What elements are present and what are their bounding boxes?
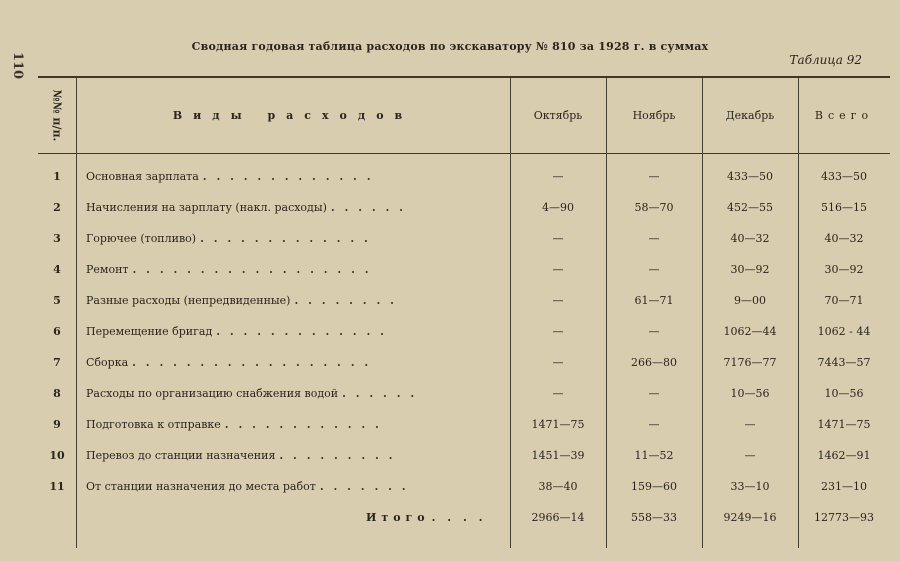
cell-total: 7443—57 (817, 355, 871, 369)
total-row (38, 502, 890, 532)
row-number: 11 (49, 479, 65, 493)
cell-total: 10—56 (824, 386, 864, 400)
row-name: Сборка . . . . . . . . . . . . . . . . . . (86, 355, 372, 369)
row-number: 3 (53, 231, 61, 245)
expense-table (38, 74, 890, 554)
row-number: 8 (53, 386, 61, 400)
row-number: 7 (53, 355, 61, 369)
row-name: Горючее (топливо) . . . . . . . . . . . . . (86, 231, 371, 245)
total-december: 9249—16 (723, 510, 777, 524)
cell-november: — (648, 417, 660, 431)
cell-october: — (552, 262, 564, 276)
cell-total: 30—92 (824, 262, 864, 276)
cell-december: 9—00 (734, 293, 766, 307)
page-title: Сводная годовая таблица расходов по экскаватору № 810 за 1928 г. в суммах (191, 40, 709, 53)
row-name: Перемещение бригад . . . . . . . . . . . . . (86, 324, 387, 338)
cell-october: 1451—39 (531, 448, 585, 462)
cell-november: 11—52 (634, 448, 674, 462)
cell-october: 38—40 (538, 479, 578, 493)
cell-october: — (552, 169, 564, 183)
row-name: Разные расходы (непредвиденные) . . . . . . . . (86, 293, 397, 307)
cell-total: 516—15 (821, 200, 867, 214)
table-row (38, 378, 890, 408)
table-row (38, 316, 890, 346)
header-num: №№ п/п. (50, 89, 64, 141)
cell-december: 1062—44 (723, 324, 777, 338)
total-november: 558—33 (631, 510, 677, 524)
cell-november: 159—60 (631, 479, 677, 493)
table-row (38, 409, 890, 439)
total-october: 2966—14 (531, 510, 585, 524)
row-number: 4 (53, 262, 61, 276)
cell-november: — (648, 169, 660, 183)
cell-november: 58—70 (634, 200, 674, 214)
cell-october: — (552, 324, 564, 338)
total-label: Итого . . . . (366, 510, 487, 524)
cell-total: 40—32 (824, 231, 864, 245)
cell-november: — (648, 262, 660, 276)
row-name: От станции назначения до места работ . . . . . . . (86, 479, 409, 493)
header-october: Октябрь (533, 108, 583, 122)
cell-november: — (648, 324, 660, 338)
cell-december: 433—50 (727, 169, 773, 183)
table-row (38, 254, 890, 284)
table-row (38, 161, 890, 191)
cell-november: — (648, 231, 660, 245)
row-number: 2 (53, 200, 61, 214)
row-name: Расходы по организацию снабжения водой . . . . . . (86, 386, 418, 400)
cell-october: — (552, 386, 564, 400)
row-name: Начисления на зарплату (накл. расходы) . . . . . . (86, 200, 407, 214)
cell-october: — (552, 293, 564, 307)
table-row (38, 223, 890, 253)
table-row (38, 192, 890, 222)
cell-october: — (552, 231, 564, 245)
row-name: Ремонт . . . . . . . . . . . . . . . . . . (86, 262, 372, 276)
cell-october: — (552, 355, 564, 369)
header-november: Ноябрь (632, 108, 676, 122)
row-name: Подготовка к отправке . . . . . . . . . . . . (86, 417, 382, 431)
table-row (38, 347, 890, 377)
cell-december: 33—10 (730, 479, 770, 493)
row-name: Перевоз до станции назначения . . . . . . . . . (86, 448, 396, 462)
table-row (38, 285, 890, 315)
row-number: 10 (49, 448, 65, 462)
cell-total: 433—50 (821, 169, 867, 183)
cell-total: 70—71 (824, 293, 864, 307)
cell-total: 1462—91 (817, 448, 871, 462)
row-number: 9 (53, 417, 61, 431)
total-total: 12773—93 (814, 510, 874, 524)
page-number: 110 (10, 51, 26, 80)
row-number: 6 (53, 324, 61, 338)
cell-total: 231—10 (821, 479, 867, 493)
row-number: 1 (53, 169, 61, 183)
cell-december: 10—56 (730, 386, 770, 400)
cell-december: 452—55 (727, 200, 773, 214)
cell-october: 1471—75 (531, 417, 585, 431)
header-total: Всего (814, 108, 874, 122)
row-number: 5 (53, 293, 61, 307)
cell-december: 7176—77 (723, 355, 777, 369)
cell-december: 40—32 (730, 231, 770, 245)
header-kinds: Виды расходов (172, 108, 414, 122)
cell-december: — (744, 448, 756, 462)
cell-november: 61—71 (634, 293, 674, 307)
table-row (38, 471, 890, 501)
cell-october: 4—90 (542, 200, 574, 214)
cell-november: — (648, 386, 660, 400)
row-name: Основная зарплата . . . . . . . . . . . . . (86, 169, 374, 183)
cell-december: — (744, 417, 756, 431)
cell-total: 1062 - 44 (817, 324, 871, 338)
table-row (38, 440, 890, 470)
cell-total: 1471—75 (817, 417, 871, 431)
table-header-rule (38, 153, 890, 154)
table-label: Таблица 92 (789, 53, 862, 67)
header-december: Декабрь (725, 108, 775, 122)
cell-december: 30—92 (730, 262, 770, 276)
cell-november: 266—80 (631, 355, 677, 369)
